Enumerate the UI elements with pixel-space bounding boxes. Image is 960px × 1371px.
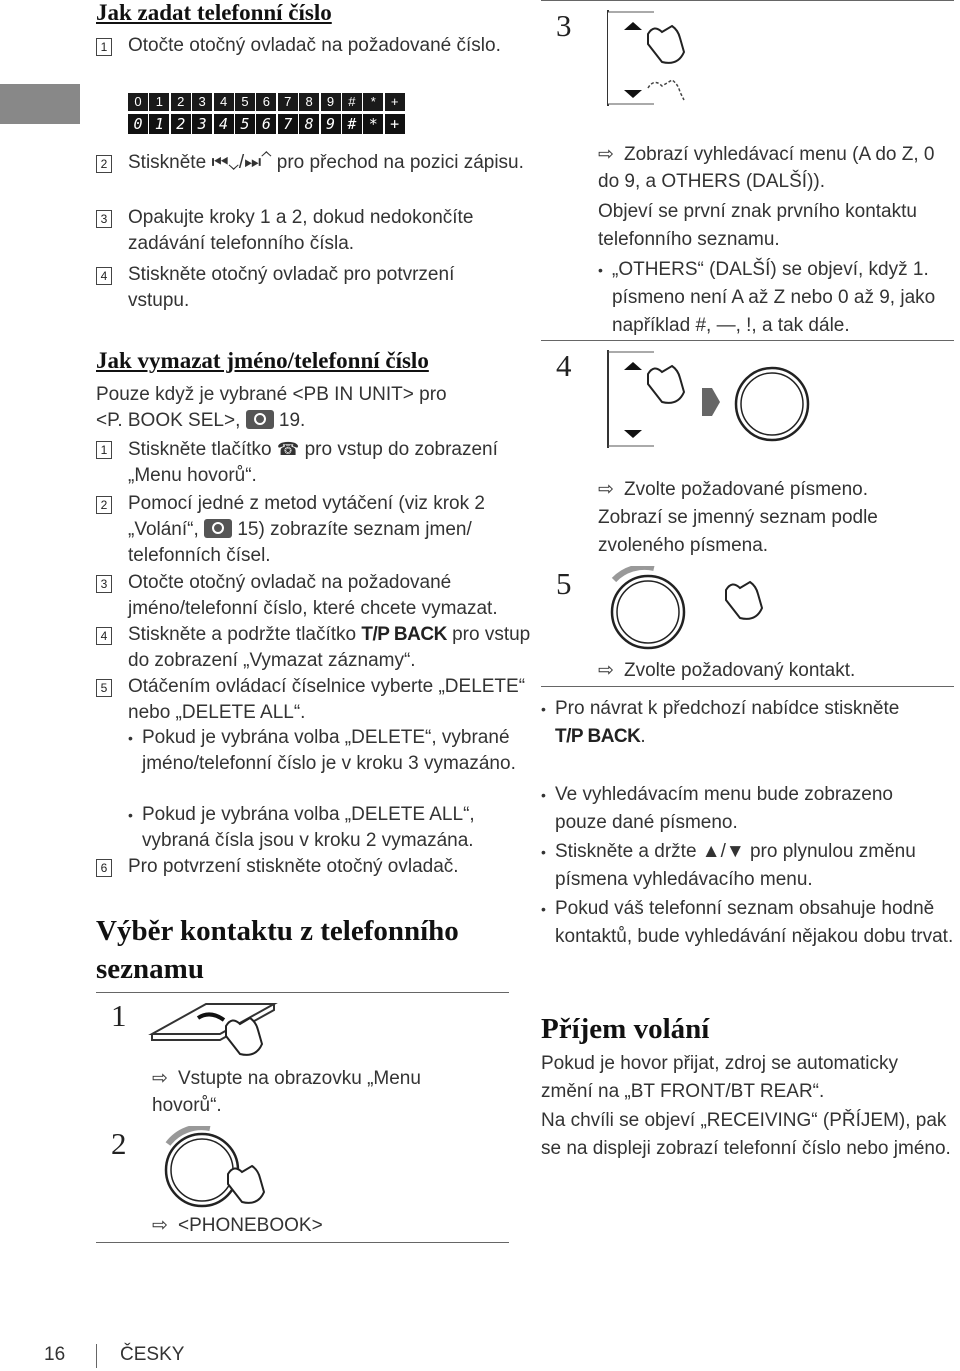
step-text: pro vstup do zobrazení „Menu hovorů“. bbox=[128, 439, 498, 486]
step-rotate bbox=[96, 33, 513, 59]
digit-top-10: # bbox=[342, 93, 362, 111]
digit-segment-2: 2 bbox=[171, 114, 191, 134]
step-text: Pro potvrzení stiskněte otočný ovladač. bbox=[128, 856, 459, 877]
receive-text-2: Na chvíli se objeví „RECEIVING“ (PŘÍJEM), pak se na displeji zobrazí telefonní číslo nebo jméno. bbox=[541, 1110, 951, 1159]
big-step-1: 1 bbox=[111, 998, 127, 1033]
result-text: Zobrazí vyhledávací menu (A do Z, 0 do 9, a OTHERS (DALŠÍ)). bbox=[598, 144, 935, 192]
delete-step-2 bbox=[96, 491, 528, 569]
step-text: Otočte otočný ovladač na požadované jméno/telefonní číslo, které chcete vymazat. bbox=[128, 572, 498, 619]
big-step-4: 4 bbox=[556, 348, 572, 383]
step-text: Stiskněte otočný ovladač pro potvrzení vstupu. bbox=[128, 264, 455, 311]
digit-top-5: 5 bbox=[235, 93, 255, 111]
result-text: <PHONEBOOK> bbox=[178, 1215, 323, 1236]
phone-button-press-icon bbox=[148, 996, 278, 1058]
digit-top-9: 9 bbox=[321, 93, 341, 111]
digit-top-7: 7 bbox=[278, 93, 298, 111]
digit-segment-7: 7 bbox=[278, 114, 298, 134]
delete-intro bbox=[96, 382, 516, 434]
digit-top-3: 3 bbox=[192, 93, 212, 111]
step-text: Stiskněte a podržte tlačítko bbox=[128, 624, 357, 645]
step-text: 15) zobrazíte seznam jmen/ telefonních čísel. bbox=[128, 519, 472, 566]
big-step-3: 3 bbox=[556, 8, 572, 43]
step-4-note: Zobrazí se jmenný seznam podle zvoleného písmena. bbox=[598, 507, 878, 556]
divider bbox=[541, 686, 954, 687]
digit-segment-12: + bbox=[385, 114, 405, 134]
result-step-3 bbox=[598, 141, 948, 195]
result-text: Vstupte na obrazovku „Menu hovorů“. bbox=[152, 1068, 421, 1116]
digit-segment-10: # bbox=[342, 114, 362, 134]
step-number: 1 bbox=[96, 441, 112, 459]
heading-receive-call: Příjem volání bbox=[541, 1013, 710, 1045]
note-bullet-hold: • Stiskněte a držte ▲/▼ pro plynulou změnu písmena vyhledávacího menu. bbox=[541, 838, 955, 894]
side-tab bbox=[0, 84, 80, 124]
result-step-4 bbox=[598, 476, 948, 503]
step-text: Opakujte kroky 1 a 2, dokud nedokončíte zadávání telefonního čísla. bbox=[128, 207, 474, 254]
step-text: Stiskněte tlačítko bbox=[128, 439, 272, 460]
result-arrow-icon: ⇨ bbox=[598, 479, 614, 500]
phone-icon: ☎ bbox=[276, 439, 300, 459]
delete-step-5 bbox=[96, 674, 528, 726]
step-number: 3 bbox=[96, 575, 112, 593]
note-bullet-back: • Pro návrat k předchozí nabídce stiskněte T/P BACK. bbox=[541, 695, 935, 751]
digit-top-0: 0 bbox=[128, 93, 148, 111]
digit-segment-4: 4 bbox=[214, 114, 234, 134]
heading-enter-number: Jak zadat telefonní číslo bbox=[96, 0, 332, 25]
big-step-5: 5 bbox=[556, 566, 572, 601]
prev-down-icon: ⏮⌄ bbox=[211, 152, 239, 173]
result-arrow-icon: ⇨ bbox=[152, 1215, 168, 1236]
step-text: pro přechod na pozici zápisu. bbox=[276, 152, 524, 173]
result-arrow-icon: ⇨ bbox=[598, 660, 614, 681]
up-down-button-press-icon bbox=[598, 8, 708, 110]
result-step-1 bbox=[152, 1065, 452, 1119]
slash: / bbox=[238, 152, 245, 173]
digit-top-2: 2 bbox=[171, 93, 191, 111]
delete-step-3 bbox=[96, 570, 548, 622]
step-text: Pomocí jedné z metod vytáčení (viz krok 2 „Volání“, bbox=[128, 493, 485, 540]
digit-segment-9: 9 bbox=[321, 114, 341, 134]
divider bbox=[96, 992, 509, 993]
digit-display-bottom bbox=[128, 114, 406, 134]
step-number: 2 bbox=[96, 155, 112, 173]
step-3-note: Objeví se první znak prvního kontaktu telefonního seznamu. bbox=[598, 201, 917, 250]
heading-select-contact: Výběr kontaktu z telefonního seznamu bbox=[96, 915, 459, 985]
footer-language: ČESKY bbox=[120, 1344, 185, 1365]
footer-divider bbox=[96, 1344, 97, 1368]
step-text: Otočte otočný ovladač na požadované číslo. bbox=[128, 35, 501, 56]
digit-segment-11: * bbox=[363, 114, 383, 134]
magnifier-icon bbox=[246, 410, 274, 429]
divider bbox=[541, 0, 954, 1]
digit-top-6: 6 bbox=[256, 93, 276, 111]
note-text: Pro návrat k předchozí nabídce stiskněte bbox=[555, 698, 900, 719]
step-text: Otáčením ovládací číselnice vyberte „DELETE“ nebo „DELETE ALL“. bbox=[128, 676, 526, 723]
intro-text: Pouze když je vybrané <PB IN UNIT> pro bbox=[96, 384, 447, 405]
digit-top-11: * bbox=[363, 93, 383, 111]
knob-rotate-icon bbox=[598, 566, 798, 656]
receive-text-1: Pokud je hovor přijat, zdroj se automaticky změní na „BT FRONT/BT REAR“. bbox=[541, 1053, 898, 1102]
result-text: Zvolte požadovaný kontakt. bbox=[624, 660, 856, 681]
delete-bullet-1: • Pokud je vybrána volba „DELETE“, vybrané jméno/telefonní číslo je v kroku 3 vymazáno. bbox=[128, 725, 522, 777]
step-number: 6 bbox=[96, 859, 112, 877]
note-bullet-letter: • Ve vyhledávacím menu bude zobrazeno pouze dané písmeno. bbox=[541, 781, 945, 837]
digit-segment-5: 5 bbox=[235, 114, 255, 134]
tp-back-button-label: T/P BACK bbox=[361, 624, 447, 645]
step-repeat bbox=[96, 205, 538, 257]
result-step-5 bbox=[598, 657, 948, 684]
heading-delete: Jak vymazat jméno/telefonní číslo bbox=[96, 348, 429, 373]
digit-top-4: 4 bbox=[214, 93, 234, 111]
step-move-cursor bbox=[96, 150, 538, 176]
intro-text: <P. BOOK SEL>, bbox=[96, 410, 241, 431]
next-up-icon: ⏭⌃ bbox=[244, 152, 272, 173]
delete-step-6 bbox=[96, 854, 548, 880]
step-number: 3 bbox=[96, 210, 112, 228]
digit-segment-6: 6 bbox=[256, 114, 276, 134]
digit-top-1: 1 bbox=[149, 93, 169, 111]
step-number: 1 bbox=[96, 38, 112, 56]
digit-segment-3: 3 bbox=[192, 114, 212, 134]
step-number: 5 bbox=[96, 679, 112, 697]
delete-step-1 bbox=[96, 436, 548, 489]
step-text: Stiskněte bbox=[128, 152, 207, 173]
big-step-2: 2 bbox=[111, 1126, 127, 1161]
magnifier-icon bbox=[204, 519, 232, 538]
delete-bullet-2: • Pokud je vybrána volba „DELETE ALL“, vybraná čísla jsou v kroku 2 vymazána. bbox=[128, 802, 522, 854]
step-number: 2 bbox=[96, 496, 112, 514]
result-step-2 bbox=[152, 1212, 452, 1239]
result-arrow-icon: ⇨ bbox=[598, 144, 614, 165]
step-number: 4 bbox=[96, 267, 112, 285]
step-text: pro vstup do zobrazení „Vymazat záznamy“. bbox=[128, 624, 531, 671]
up-down-then-knob-icon bbox=[598, 348, 818, 454]
note-bullet-wait: • Pokud váš telefonní seznam obsahuje hodně kontaktů, bude vyhledávání nějakou dobu trvat. bbox=[541, 895, 960, 951]
step-confirm bbox=[96, 262, 508, 314]
digit-segment-1: 1 bbox=[149, 114, 169, 134]
result-arrow-icon: ⇨ bbox=[152, 1068, 168, 1089]
delete-step-4 bbox=[96, 622, 548, 674]
step-number: 4 bbox=[96, 627, 112, 645]
divider bbox=[541, 340, 954, 341]
result-text: Zvolte požadované písmeno. bbox=[624, 479, 868, 500]
divider bbox=[96, 1242, 509, 1243]
knob-press-icon bbox=[150, 1126, 280, 1212]
digit-top-8: 8 bbox=[299, 93, 319, 111]
digit-display-top bbox=[128, 93, 406, 111]
digit-segment-0: 0 bbox=[128, 114, 148, 134]
page-ref: 19. bbox=[278, 410, 306, 431]
page-number: 16 bbox=[44, 1344, 66, 1365]
digit-top-12: + bbox=[385, 93, 405, 111]
step-3-bullet: • „OTHERS“ (DALŠÍ) se objeví, když 1. písmeno není A až Z nebo 0 až 9, jako například #, —, !, a tak dále. bbox=[598, 256, 957, 340]
tp-back-button-label: T/P BACK bbox=[555, 726, 641, 747]
digit-segment-8: 8 bbox=[299, 114, 319, 134]
